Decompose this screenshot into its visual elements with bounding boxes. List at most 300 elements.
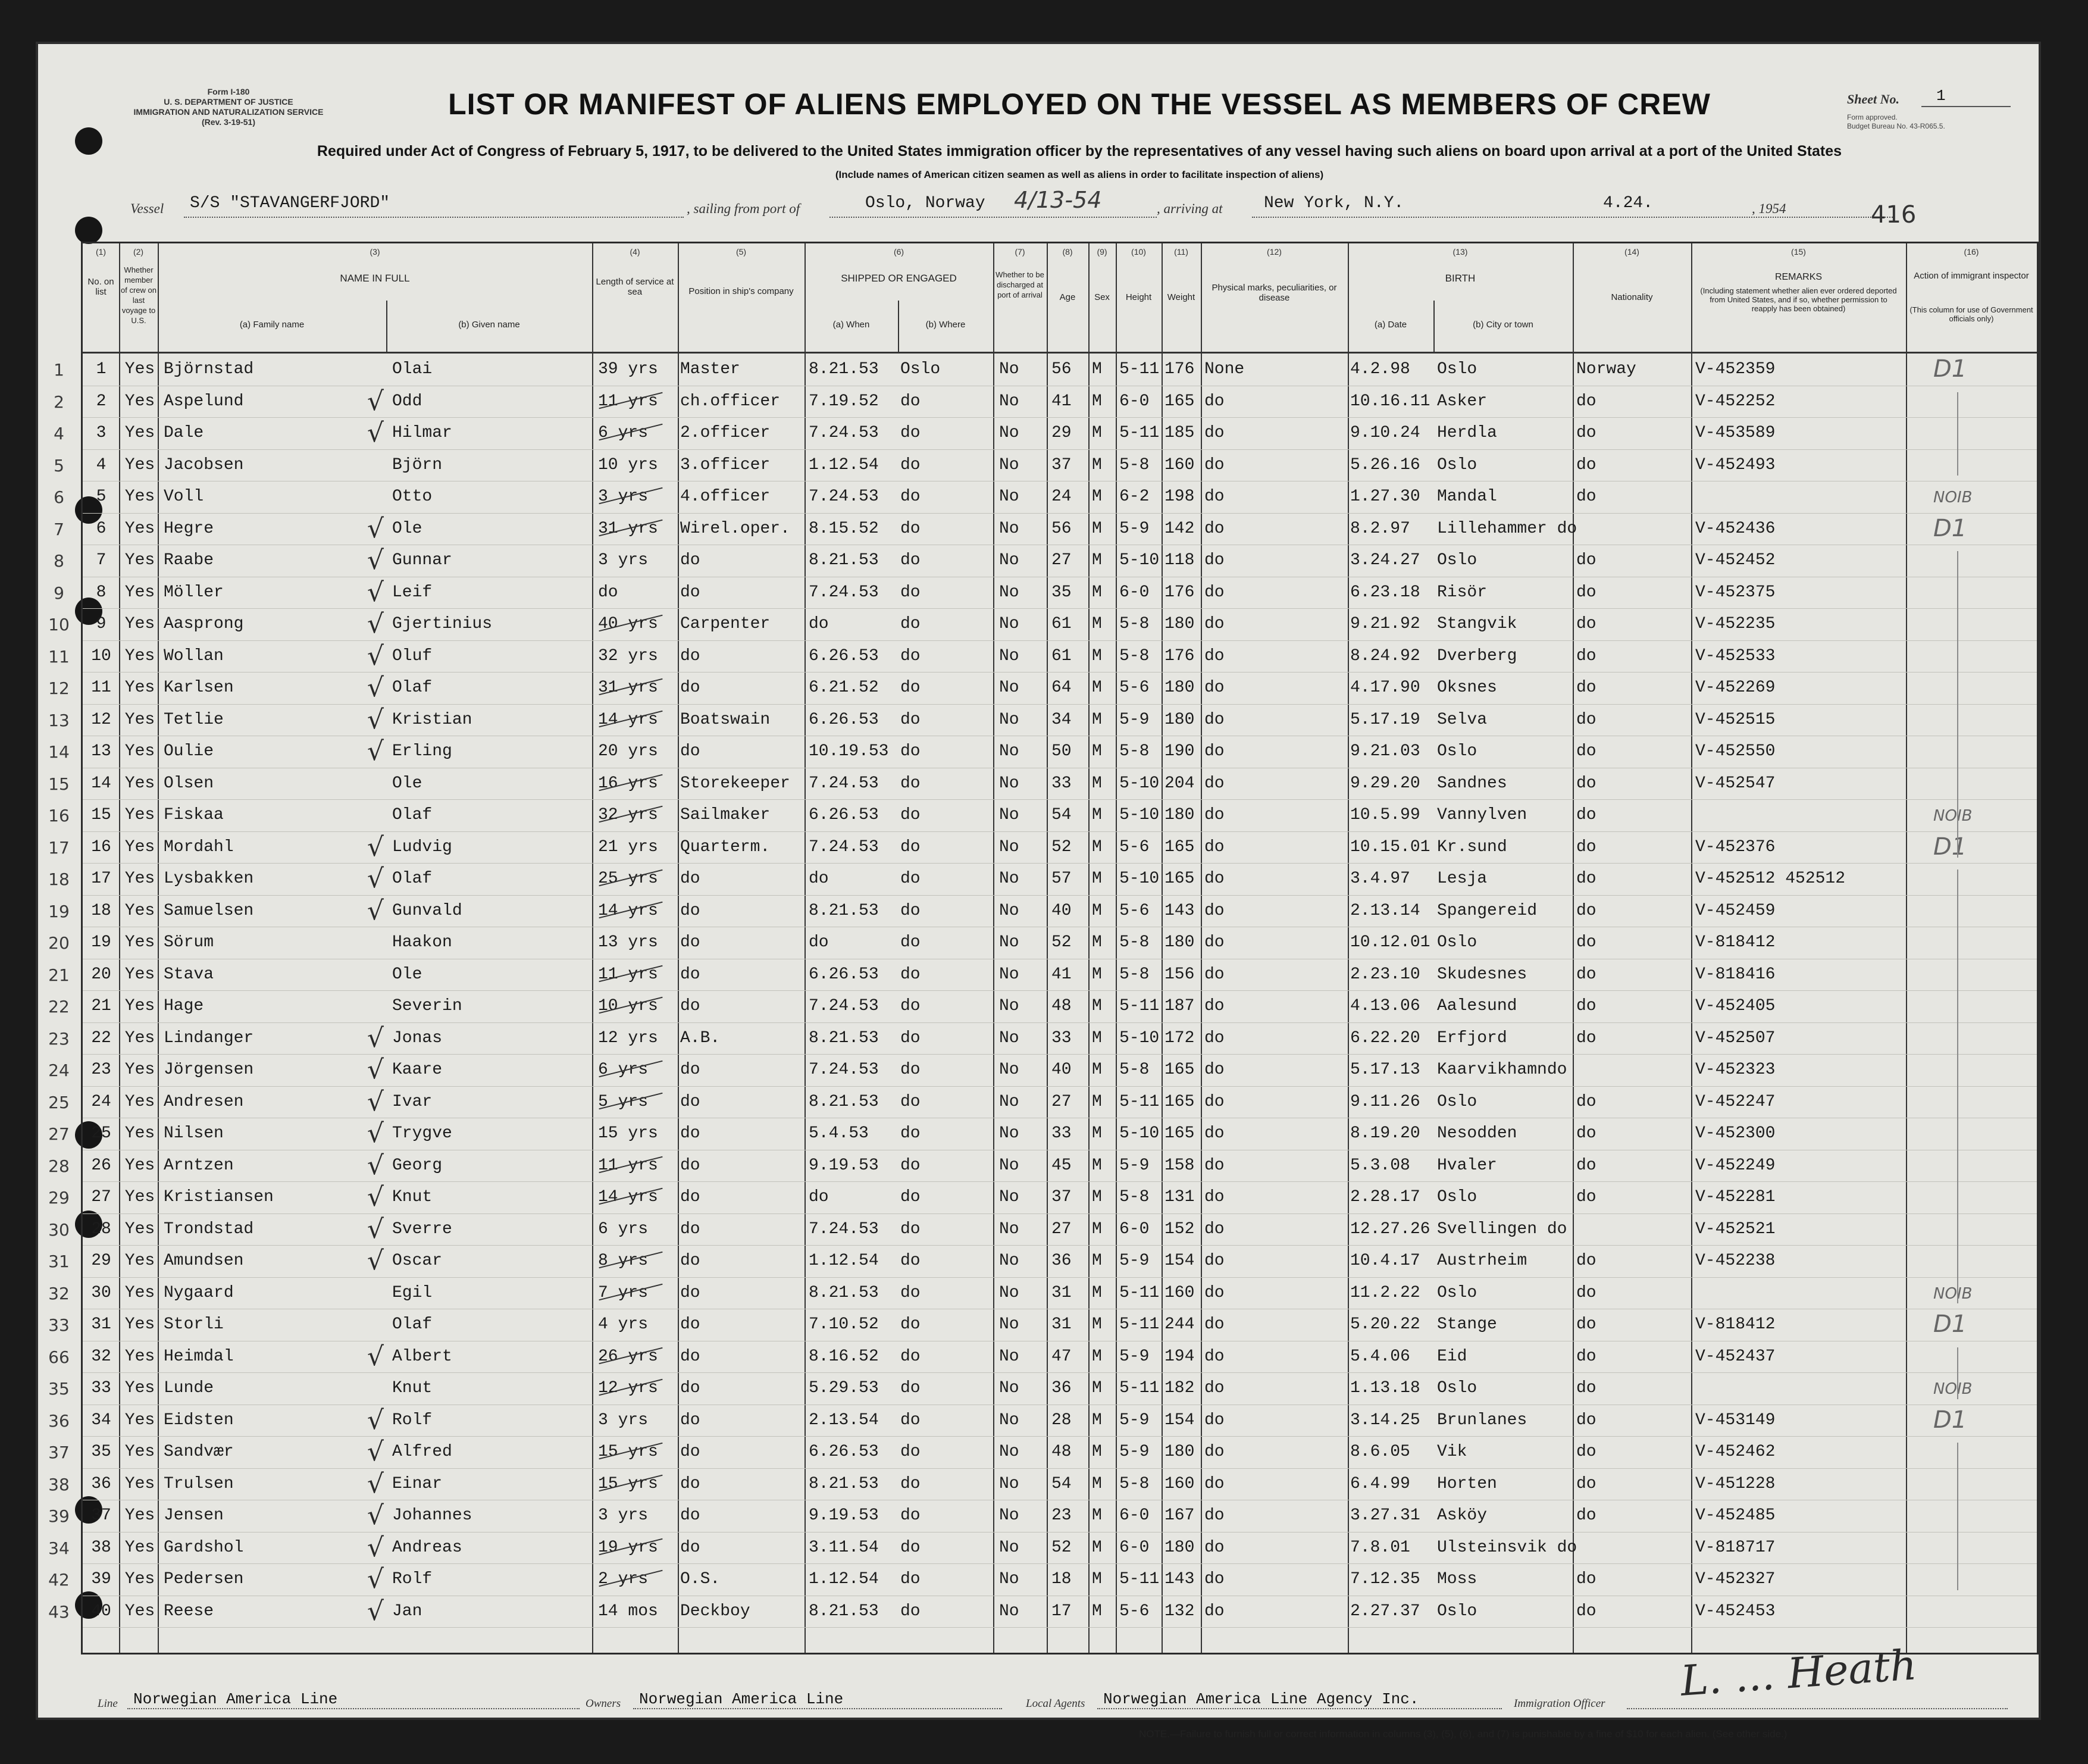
cell-discharged: No: [999, 360, 1019, 379]
cell-position: do: [680, 965, 700, 984]
margin-number: 34: [48, 1538, 70, 1558]
cell-height: 5-10: [1119, 774, 1160, 793]
cell-position: Quarterm.: [680, 837, 771, 856]
cell-sex: M: [1092, 678, 1102, 697]
vessel-label: Vessel: [130, 201, 164, 216]
cell-birth-date: 12.27.26: [1350, 1219, 1430, 1238]
cell-discharged: No: [999, 615, 1019, 633]
margin-number: 6: [54, 487, 64, 507]
cell-age: 54: [1051, 1474, 1072, 1493]
cell-family: Jacobsen: [164, 455, 244, 474]
cell-sex: M: [1092, 1570, 1102, 1588]
cell-marks: do: [1204, 519, 1225, 538]
cell-birth-date: 9.10.24: [1350, 424, 1420, 442]
cell-weight: 194: [1164, 1347, 1195, 1366]
cell-weight: 165: [1164, 1124, 1195, 1143]
margin-number: 24: [48, 1061, 70, 1080]
cell-service: 6 yrs: [598, 424, 649, 442]
cell-member: Yes: [124, 1219, 155, 1238]
cell-family: Gardshol: [164, 1538, 244, 1557]
cell-given: Johannes: [392, 1506, 472, 1525]
cell-family: Lysbakken: [164, 870, 254, 888]
cell-member: Yes: [124, 1283, 155, 1302]
cell-height: 5-6: [1119, 901, 1150, 920]
cell-position: Boatswain: [680, 710, 771, 729]
cell-age: 52: [1051, 933, 1072, 952]
cell-birth-date: 8.19.20: [1350, 1124, 1420, 1143]
cell-position: Sailmaker: [680, 806, 771, 824]
cell-age: 50: [1051, 742, 1072, 761]
cell-no: 31: [91, 1315, 111, 1334]
cell-position: do: [680, 583, 700, 602]
margin-number: 12: [48, 678, 70, 698]
cell-no: 25: [91, 1124, 111, 1143]
cell-birth-date: 1.13.18: [1350, 1379, 1420, 1397]
cell-member: Yes: [124, 870, 155, 888]
cell-weight: 132: [1164, 1602, 1195, 1621]
checkmark-icon: √: [367, 1246, 384, 1276]
cell-remarks: V-452459: [1695, 901, 1776, 920]
cell-discharged: No: [999, 965, 1019, 984]
cell-remarks: V-818412: [1695, 1315, 1776, 1334]
cell-height: 5-10: [1119, 1028, 1160, 1047]
cell-birth-date: 8.24.92: [1350, 646, 1420, 665]
cell-service: 10 yrs: [598, 997, 658, 1015]
cell-weight: 154: [1164, 1410, 1195, 1430]
cell-remarks: V-453149: [1695, 1410, 1776, 1430]
cell-birth-city: Kaarvikhamndo: [1437, 1061, 1567, 1079]
cell-remarks: V-452533: [1695, 646, 1776, 665]
cell-service: 31 yrs: [598, 519, 658, 538]
cell-service: 15 yrs: [598, 1474, 658, 1493]
table-row: [48, 1373, 2037, 1405]
cell-weight: 176: [1164, 360, 1195, 379]
cell-when: 7.24.53: [809, 1061, 879, 1079]
checkmark-icon: √: [367, 1532, 384, 1563]
cell-remarks: V-452327: [1695, 1570, 1776, 1588]
cell-where: do: [900, 678, 921, 697]
cell-birth-city: Brunlanes: [1437, 1410, 1527, 1430]
cell-family: Pedersen: [164, 1570, 244, 1588]
cell-given: Knut: [392, 1379, 433, 1397]
cell-given: Alfred: [392, 1443, 452, 1461]
cell-age: 45: [1051, 1156, 1072, 1175]
cell-where: do: [900, 806, 921, 824]
line-value: Norwegian America Line: [133, 1690, 338, 1708]
cell-discharged: No: [999, 455, 1019, 474]
cell-where: do: [900, 551, 921, 570]
cell-marks: do: [1204, 1410, 1225, 1430]
checkmark-icon: √: [367, 1468, 384, 1499]
cell-discharged: No: [999, 1124, 1019, 1143]
cell-weight: 165: [1164, 870, 1195, 888]
cell-sex: M: [1092, 487, 1102, 506]
cell-birth-city: Vik: [1437, 1443, 1467, 1461]
cell-when: 8.21.53: [809, 1092, 879, 1111]
col-num: (7): [1015, 247, 1025, 257]
margin-number: 13: [48, 710, 70, 730]
cell-birth-date: 7.12.35: [1350, 1570, 1420, 1588]
cell-discharged: No: [999, 901, 1019, 920]
cell-birth-date: 2.13.14: [1350, 901, 1420, 920]
cell-remarks: V-452300: [1695, 1124, 1776, 1143]
table-row: [48, 959, 2037, 991]
cell-no: 15: [91, 806, 111, 824]
cell-family: Fiskaa: [164, 806, 224, 824]
inspector-action: D1: [1933, 514, 1967, 542]
checkmark-icon: √: [367, 386, 384, 417]
cell-when: 8.21.53: [809, 901, 879, 920]
cell-height: 5-9: [1119, 519, 1150, 538]
arriving-rule: [1252, 217, 1895, 218]
cell-family: Nygaard: [164, 1283, 234, 1302]
cell-age: 61: [1051, 646, 1072, 665]
header-no-on-list: No. on list: [87, 277, 114, 297]
cell-sex: M: [1092, 870, 1102, 888]
cell-discharged: No: [999, 806, 1019, 824]
cell-position: do: [680, 1283, 700, 1302]
table-row: [48, 1341, 2037, 1373]
cell-when: 8.21.53: [809, 1028, 879, 1047]
cell-position: do: [680, 1219, 700, 1238]
cell-service: 14 yrs: [598, 1188, 658, 1206]
cell-member: Yes: [124, 901, 155, 920]
cell-when: 7.10.52: [809, 1315, 879, 1334]
table-row: [48, 1468, 2037, 1500]
cell-remarks: V-452515: [1695, 710, 1776, 729]
checkmark-icon: √: [367, 831, 384, 862]
cell-height: 6-0: [1119, 583, 1150, 602]
cell-sex: M: [1092, 1028, 1102, 1047]
cell-position: Deckboy: [680, 1602, 750, 1621]
cell-service: 8 yrs: [598, 1252, 649, 1270]
cell-birth-city: Mandal: [1437, 487, 1497, 506]
margin-number: 16: [48, 806, 70, 825]
cell-when: 8.21.53: [809, 1283, 879, 1302]
checkmark-icon: √: [367, 609, 384, 639]
cell-where: do: [900, 997, 921, 1015]
cell-birth-date: 10.16.11: [1350, 392, 1430, 411]
table-row: [48, 1022, 2037, 1055]
department: U. S. DEPARTMENT OF JUSTICE: [164, 97, 293, 107]
cell-height: 5-10: [1119, 551, 1160, 570]
checkmark-icon: √: [367, 1150, 384, 1181]
inspector-action: D1: [1933, 355, 1967, 383]
cell-service: 11 yrs: [598, 965, 658, 984]
cell-weight: 160: [1164, 455, 1195, 474]
form-number: Form I-180: [207, 87, 250, 96]
cell-birth-date: 1.27.30: [1350, 487, 1420, 506]
cell-position: 3.officer: [680, 455, 771, 474]
checkmark-icon: √: [367, 1437, 384, 1467]
cell-discharged: No: [999, 1347, 1019, 1366]
cell-member: Yes: [124, 1061, 155, 1079]
cell-when: 6.26.53: [809, 710, 879, 729]
cell-height: 5-8: [1119, 742, 1150, 761]
cell-height: 5-8: [1119, 1474, 1150, 1493]
cell-sex: M: [1092, 1252, 1102, 1270]
arriving-label: , arriving at: [1157, 201, 1223, 216]
cell-height: 5-10: [1119, 1124, 1160, 1143]
margin-number: 17: [48, 837, 70, 858]
cell-birth-city: Oksnes: [1437, 678, 1497, 697]
cell-weight: 176: [1164, 583, 1195, 602]
cell-given: Haakon: [392, 933, 452, 952]
cell-height: 5-8: [1119, 933, 1150, 952]
cell-family: Aspelund: [164, 392, 244, 411]
cell-weight: 154: [1164, 1252, 1195, 1270]
checkmark-icon: √: [367, 1086, 384, 1117]
cell-discharged: No: [999, 1156, 1019, 1175]
binder-hole: [75, 127, 102, 155]
margin-number: 18: [48, 870, 70, 889]
cell-sex: M: [1092, 1156, 1102, 1175]
cell-given: Andreas: [392, 1538, 462, 1557]
cell-member: Yes: [124, 837, 155, 856]
cell-where: do: [900, 646, 921, 665]
cell-height: 5-11: [1119, 1379, 1160, 1397]
cell-nationality: do: [1576, 997, 1596, 1015]
cell-discharged: No: [999, 774, 1019, 793]
cell-age: 52: [1051, 837, 1072, 856]
cell-discharged: No: [999, 1410, 1019, 1430]
cell-age: 29: [1051, 424, 1072, 442]
cell-nationality: do: [1576, 1252, 1596, 1270]
cell-marks: do: [1204, 1283, 1225, 1302]
margin-number: 28: [48, 1156, 70, 1176]
cell-nationality: do: [1576, 1092, 1596, 1111]
cell-weight: 180: [1164, 1443, 1195, 1461]
cell-service: 26 yrs: [598, 1347, 658, 1366]
cell-age: 31: [1051, 1283, 1072, 1302]
header-discharged: Whether to be discharged at port of arrival: [996, 270, 1044, 299]
cell-service: 20 yrs: [598, 742, 658, 761]
cell-service: 39 yrs: [598, 360, 658, 379]
cell-birth-city: Sandnes: [1437, 774, 1507, 793]
cell-nationality: do: [1576, 1474, 1596, 1493]
cell-marks: do: [1204, 1219, 1225, 1238]
cell-where: Oslo: [900, 360, 941, 379]
cell-member: Yes: [124, 1124, 155, 1143]
cell-sex: M: [1092, 1092, 1102, 1111]
cell-marks: do: [1204, 997, 1225, 1015]
cell-when: 5.29.53: [809, 1379, 879, 1397]
cell-service: 3 yrs: [598, 1506, 649, 1525]
cell-discharged: No: [999, 678, 1019, 697]
cell-service: 32 yrs: [598, 806, 658, 824]
cell-age: 24: [1051, 487, 1072, 506]
cell-marks: do: [1204, 1538, 1225, 1557]
table-row: [48, 768, 2037, 800]
cell-service: 3 yrs: [598, 1410, 649, 1430]
cell-member: Yes: [124, 583, 155, 602]
cell-given: Otto: [392, 487, 433, 506]
cell-when: 8.21.53: [809, 551, 879, 570]
cell-service: 31 yrs: [598, 678, 658, 697]
cell-when: 7.19.52: [809, 392, 879, 411]
cell-birth-date: 6.4.99: [1350, 1474, 1410, 1493]
cell-where: do: [900, 1252, 921, 1270]
manifest-sheet: [36, 42, 2041, 1740]
margin-number: 66: [48, 1347, 70, 1367]
cell-remarks: V-452462: [1695, 1443, 1776, 1461]
cell-no: 33: [91, 1379, 111, 1397]
header-shipped-engaged: SHIPPED OR ENGAGED: [841, 273, 957, 284]
cell-remarks: V-818412: [1695, 933, 1776, 952]
cell-when: 8.15.52: [809, 519, 879, 538]
cell-birth-date: 10.12.01: [1350, 933, 1430, 952]
cell-marks: do: [1204, 615, 1225, 633]
cell-remarks: V-452436: [1695, 519, 1776, 538]
cell-member: Yes: [124, 646, 155, 665]
cell-weight: 182: [1164, 1379, 1195, 1397]
cell-weight: 142: [1164, 519, 1195, 538]
header-action: Action of immigrant inspector: [1914, 271, 2029, 281]
cell-birth-date: 5.3.08: [1350, 1156, 1410, 1175]
cell-remarks: V-818416: [1695, 965, 1776, 984]
table-row: [48, 736, 2037, 768]
cell-given: Olaf: [392, 806, 433, 824]
margin-number: 15: [48, 774, 70, 794]
cell-when: 8.21.53: [809, 1474, 879, 1493]
cell-where: do: [900, 487, 921, 506]
cell-height: 5-6: [1119, 1602, 1150, 1621]
cell-remarks: V-452269: [1695, 678, 1776, 697]
cell-nationality: do: [1576, 710, 1596, 729]
margin-number: 2: [54, 392, 64, 412]
header-action-note: (This column for use of Government officials only): [1909, 305, 2033, 323]
owners-rule: [633, 1708, 1002, 1709]
cell-remarks: V-452247: [1695, 1092, 1776, 1111]
cell-family: Voll: [164, 487, 204, 506]
cell-birth-date: 11.2.22: [1350, 1283, 1420, 1302]
col-num: (13): [1452, 247, 1468, 257]
cell-sex: M: [1092, 519, 1102, 538]
cell-given: Einar: [392, 1474, 443, 1493]
cell-weight: 118: [1164, 551, 1195, 570]
cell-marks: do: [1204, 1028, 1225, 1047]
cell-weight: 180: [1164, 1538, 1195, 1557]
cell-position: do: [680, 678, 700, 697]
form-approved-text: Form approved.: [1847, 113, 1898, 121]
cell-where: do: [900, 583, 921, 602]
cell-no: 32: [91, 1347, 111, 1366]
cell-family: Wollan: [164, 646, 224, 665]
cell-birth-city: Oslo: [1437, 1092, 1477, 1111]
cell-where: do: [900, 870, 921, 888]
pencil-stroke: [1957, 551, 1958, 858]
cell-no: 16: [91, 837, 111, 856]
cell-remarks: V-452323: [1695, 1061, 1776, 1079]
cell-nationality: do: [1576, 1028, 1596, 1047]
line-label: Line: [98, 1697, 118, 1710]
cell-position: do: [680, 1443, 700, 1461]
cell-member: Yes: [124, 424, 155, 442]
cell-when: 7.24.53: [809, 487, 879, 506]
cell-remarks: V-452507: [1695, 1028, 1776, 1047]
checkmark-icon: √: [367, 1564, 384, 1594]
margin-number: 27: [48, 1124, 70, 1144]
cell-when: 9.19.53: [809, 1506, 879, 1525]
cell-service: 10 yrs: [598, 455, 658, 474]
cell-age: 52: [1051, 1538, 1072, 1557]
cell-family: Hegre: [164, 519, 214, 538]
table-row: [48, 1118, 2037, 1150]
budget-bureau-text: Budget Bureau No. 43-R065.5.: [1847, 122, 1945, 130]
table-row: [54, 481, 2037, 513]
cell-height: 5-11: [1119, 360, 1160, 379]
cell-weight: 180: [1164, 678, 1195, 697]
col-num: (16): [1964, 247, 1979, 257]
cell-family: Oulie: [164, 742, 214, 761]
table-row: [48, 991, 2037, 1022]
cell-family: Kristiansen: [164, 1188, 274, 1206]
cell-height: 5-9: [1119, 1443, 1150, 1461]
cell-service: 3 yrs: [598, 551, 649, 570]
cell-member: Yes: [124, 1188, 155, 1206]
cell-no: 19: [91, 933, 111, 952]
margin-number: 8: [54, 551, 64, 571]
cell-given: Odd: [392, 392, 422, 411]
margin-number: 39: [48, 1506, 70, 1526]
margin-number: 33: [48, 1315, 70, 1335]
header-remarks-note: (Including statement whether alien ever ordered deported from United States, and if so, whether permission to reapply has been obtained): [1700, 286, 1897, 313]
cell-birth-city: Oslo: [1437, 360, 1477, 379]
cell-sex: M: [1092, 424, 1102, 442]
cell-height: 5-8: [1119, 455, 1150, 474]
cell-member: Yes: [124, 392, 155, 411]
table-row: [48, 1055, 2037, 1086]
table-row: [54, 577, 2037, 609]
cell-birth-date: 3.27.31: [1350, 1506, 1420, 1525]
cell-remarks: V-818717: [1695, 1538, 1776, 1557]
form-approval: [1847, 113, 1945, 131]
cell-service: 7 yrs: [598, 1283, 649, 1302]
cell-birth-city: Oslo: [1437, 1188, 1477, 1206]
table-row: [48, 640, 2037, 673]
col-num: (15): [1791, 247, 1806, 257]
cell-birth-date: 3.24.27: [1350, 551, 1420, 570]
cell-height: 5-9: [1119, 1156, 1150, 1175]
cell-nationality: do: [1576, 615, 1596, 633]
cell-family: Sörum: [164, 933, 214, 952]
cell-marks: do: [1204, 1092, 1225, 1111]
cell-given: Leif: [392, 583, 433, 602]
cell-position: do: [680, 1092, 700, 1111]
cell-given: Trygve: [392, 1124, 452, 1143]
cell-sex: M: [1092, 1283, 1102, 1302]
inspector-action: D1: [1933, 833, 1967, 861]
cell-when: 9.19.53: [809, 1156, 879, 1175]
cell-height: 5-11: [1119, 424, 1160, 442]
cell-discharged: No: [999, 870, 1019, 888]
cell-where: do: [900, 742, 921, 761]
cell-remarks: V-452437: [1695, 1347, 1776, 1366]
cell-member: Yes: [124, 1602, 155, 1621]
cell-no: 34: [91, 1410, 111, 1430]
cell-weight: 180: [1164, 710, 1195, 729]
cell-discharged: No: [999, 646, 1019, 665]
cell-position: do: [680, 1538, 700, 1557]
cell-position: do: [680, 1315, 700, 1334]
cell-birth-date: 6.23.18: [1350, 583, 1420, 602]
table-row: [54, 386, 2037, 418]
cell-member: Yes: [124, 360, 155, 379]
cell-no: 24: [91, 1092, 111, 1111]
cell-family: Jensen: [164, 1506, 224, 1525]
cell-height: 5-11: [1119, 1283, 1160, 1302]
cell-where: do: [900, 455, 921, 474]
